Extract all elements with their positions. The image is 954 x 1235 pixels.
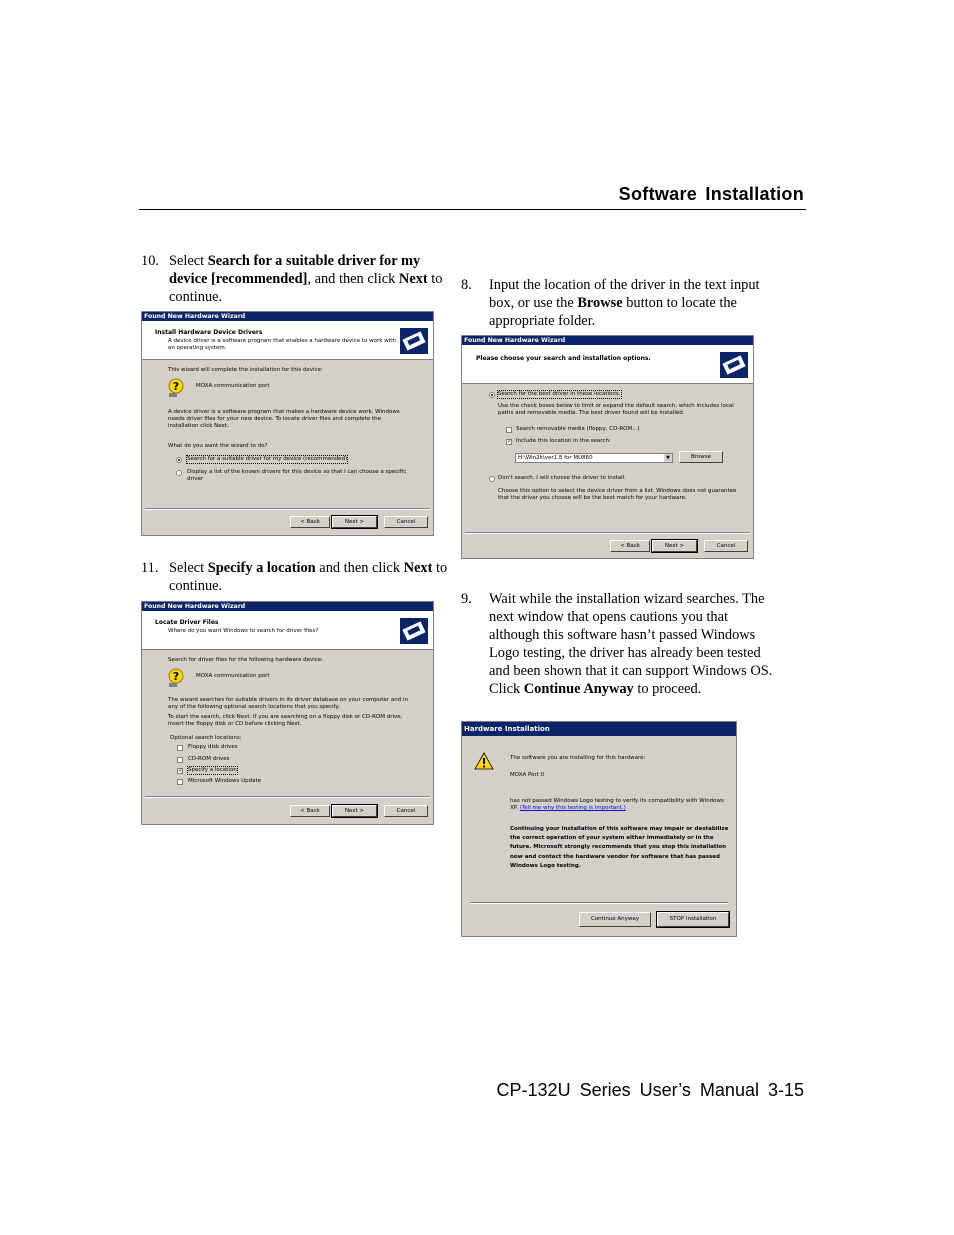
dialog-title-bar: Hardware Installation — [462, 722, 736, 736]
search-driver-label[interactable]: Search for a suitable driver for my device (recommended) — [187, 456, 348, 462]
removable-media-checkbox[interactable] — [506, 427, 512, 433]
dropdown-arrow-icon[interactable]: ▼ — [664, 454, 672, 462]
tell-me-why-link[interactable]: (Tell me why this testing is important.) — [519, 804, 626, 811]
search-intro: Search for driver files for the following hardware device: — [168, 657, 324, 663]
location-path-input[interactable] — [515, 453, 673, 463]
dialog-title-bar: Found New Hardware Wizard — [142, 312, 433, 321]
question-icon — [167, 668, 185, 688]
dialog-title-bar: Found New Hardware Wizard — [462, 336, 753, 345]
step-10 — [141, 252, 461, 308]
dialog-header — [142, 611, 433, 650]
hardware-wizard-icon — [399, 327, 429, 355]
logo-test-message: has not passed Windows Logo testing to verify its compatibility with Windows XP. (Tell me why this testing is important.) — [510, 798, 724, 811]
dont-search-label[interactable]: Don't search. I will choose the driver to install. — [498, 475, 626, 481]
step-11 — [141, 559, 461, 599]
include-location-label: Include this location in the search: — [516, 438, 611, 444]
step-number: 8. — [461, 277, 472, 293]
cancel-button[interactable]: Cancel — [384, 516, 428, 528]
step-number: 9. — [461, 591, 472, 607]
separator — [145, 796, 430, 798]
step-number: 11. — [141, 560, 159, 576]
search-description: The wizard searches for suitable drivers in its driver database on your computer and in any of the following optional search locations that you specify. — [168, 697, 408, 710]
floppy-checkbox[interactable] — [177, 745, 183, 751]
include-location-checkbox[interactable]: ✓ — [507, 438, 513, 445]
step-text: Input the location of the driver in the text input box, or use the Browse button to locate the appropriate folder. — [489, 277, 760, 329]
svg-text:?: ? — [172, 670, 180, 683]
search-driver-radio[interactable] — [176, 457, 182, 463]
dialog-subheading: A device driver is a software program that enables a hardware device to work with an operating system. — [168, 338, 396, 351]
search-best-radio[interactable] — [489, 392, 495, 398]
next-button[interactable]: Next > — [652, 540, 697, 552]
dont-search-description: Choose this option to select the device driver from a list. Windows does not guarantee that the driver you choose will be the best match for your hardware. — [498, 488, 737, 501]
windows-update-checkbox[interactable] — [177, 779, 183, 785]
cancel-button[interactable]: Cancel — [384, 805, 428, 817]
dialog-heading: Locate Driver Files — [155, 619, 219, 626]
wizard-intro: This wizard will complete the installation for this device: — [168, 367, 323, 373]
warning-icon — [474, 752, 494, 770]
hardware-installation-dialog — [461, 721, 737, 937]
location-path-value: H:\Win2k\ver1.8 for MU860 — [518, 455, 593, 461]
back-button[interactable]: < Back — [290, 516, 330, 528]
warning-message: Continuing your installation of this software may impair or destabilize the correct operation of your system either immediately or in the future. Microsoft strongly recommends that you stop this installation now and contact the hardware vendor for software that has passed Windows Logo testing. — [510, 826, 729, 869]
section-title: Software Installation — [618, 184, 804, 204]
step-8 — [461, 276, 791, 332]
dialog-heading: Install Hardware Device Drivers — [155, 329, 263, 336]
step-text: Wait while the installation wizard searches. The next window that opens cautions you that although this software hasn’t passed Windows Logo testing, the driver has already been tested and been shown that it can support Windows OS. Click Continue Anyway to proceed. — [489, 591, 773, 697]
search-best-label[interactable]: Search for the best driver in these locations. — [498, 391, 621, 397]
page-footer: CP-132U Series User’s Manual 3-15 — [496, 1080, 804, 1100]
cdrom-checkbox[interactable] — [177, 757, 183, 763]
search-instructions: To start the search, click Next. If you are searching on a floppy disk or CD-ROM drive, insert the floppy disk or CD before clicking Next. — [168, 714, 403, 727]
cancel-button[interactable]: Cancel — [704, 540, 748, 552]
dialog-header — [462, 345, 753, 384]
dont-search-radio[interactable] — [489, 476, 495, 482]
dialog-header — [142, 321, 433, 360]
removable-media-label[interactable]: Search removable media (floppy, CD-ROM...) — [516, 426, 640, 432]
display-list-label[interactable]: Display a list of the known drivers for this device so that I can choose a specific driver — [187, 469, 407, 482]
separator — [465, 532, 750, 534]
dialog-heading: Please choose your search and installation options. — [476, 355, 651, 362]
wizard-question: What do you want the wizard to do? — [168, 443, 268, 449]
continue-anyway-button[interactable]: Continue Anyway — [579, 912, 651, 927]
display-list-radio[interactable] — [176, 470, 182, 476]
hardware-wizard-icon — [399, 617, 429, 645]
step-number: 10. — [141, 253, 159, 269]
browse-button[interactable]: Browse — [679, 451, 723, 463]
header-rule — [139, 209, 806, 210]
back-button[interactable]: < Back — [610, 540, 650, 552]
optional-locations-label: Optional search locations: — [170, 735, 242, 741]
device-name: MOXA communication port — [196, 673, 270, 679]
stop-installation-button[interactable]: STOP Installation — [657, 912, 729, 927]
specify-location-label[interactable]: Specify a location — [188, 767, 237, 773]
install-intro: The software you are installing for this hardware: — [510, 755, 646, 761]
driver-description: A device driver is a software program that makes a hardware device work. Windows needs driver files for your new device. To locate driver files and complete the installation click Next. — [168, 409, 400, 429]
specify-location-checkbox[interactable]: ✓ — [178, 767, 184, 774]
search-options-dialog — [461, 335, 754, 559]
step-9 — [461, 590, 791, 718]
windows-update-label[interactable]: Microsoft Windows Update — [188, 778, 261, 784]
hardware-wizard-icon — [719, 351, 749, 379]
cdrom-label[interactable]: CD-ROM drives — [188, 756, 230, 762]
found-new-hardware-dialog-1 — [141, 311, 434, 536]
step-text: Select Specify a location and then click Next to continue. — [169, 560, 448, 594]
next-button[interactable]: Next > — [332, 805, 377, 817]
dialog-subheading: Where do you want Windows to search for driver files? — [168, 628, 319, 634]
separator — [470, 902, 728, 904]
question-icon — [167, 378, 185, 398]
search-best-description: Use the check boxes below to limit or expand the default search, which includes local paths and removable media. The best driver found will be installed. — [498, 403, 734, 416]
floppy-label[interactable]: Floppy disk drives — [188, 744, 238, 750]
device-name: MOXA communication port — [196, 383, 270, 389]
next-button[interactable]: Next > — [332, 516, 377, 528]
found-new-hardware-dialog-2 — [141, 601, 434, 825]
step-text: Select Search for a suitable driver for my device [recommended], and then click Next to continue. — [169, 253, 443, 305]
dialog-title-bar: Found New Hardware Wizard — [142, 602, 433, 611]
svg-text:?: ? — [172, 380, 180, 393]
separator — [145, 508, 430, 510]
back-button[interactable]: < Back — [290, 805, 330, 817]
device-name: MOXA Port 0 — [510, 772, 545, 778]
